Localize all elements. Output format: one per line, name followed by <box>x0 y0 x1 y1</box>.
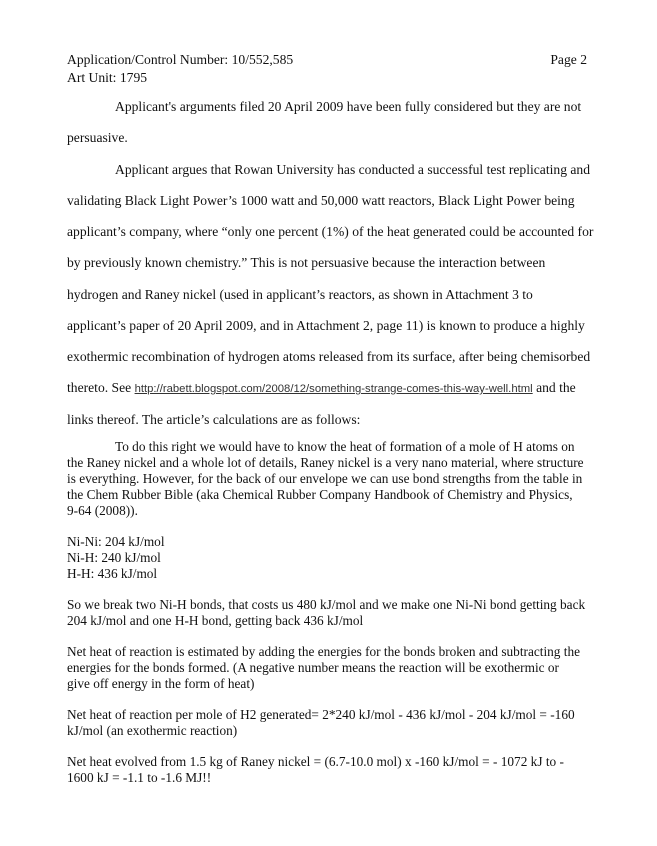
paragraph-line: hydrogen and Raney nickel (used in applicant’s reactors, as shown in Attachment 3 to <box>67 287 533 302</box>
quote-line: the Raney nickel and a whole lot of details, Raney nickel is a very nano material, where structure <box>67 455 584 470</box>
link-prefix-text: thereto. See <box>67 380 135 395</box>
blog-article-link[interactable]: http://rabett.blogspot.com/2008/12/something-strange-comes-this-way-well.html <box>134 383 533 395</box>
quote-line: energies for the bonds formed. (A negative number means the reaction will be exothermic or <box>67 660 559 675</box>
quote-line: Net heat evolved from 1.5 kg of Raney nickel = (6.7-10.0 mol) x -160 kJ/mol = - 1072 kJ to - <box>67 754 564 769</box>
paragraph-line: Applicant argues that Rowan University has conducted a successful test replicating and <box>115 162 591 177</box>
paragraph-line: persuasive. <box>67 130 128 145</box>
page-number: Page 2 <box>550 52 587 67</box>
bond-strength: H-H: 436 kJ/mol <box>67 566 158 581</box>
paragraph-line: Applicant's arguments filed 20 April 2009 have been fully considered but they are not <box>115 99 582 114</box>
quote-line: give off energy in the form of heat) <box>67 676 255 691</box>
application-number: Application/Control Number: 10/552,585 <box>67 52 294 67</box>
paragraph-line-with-link <box>67 380 576 396</box>
quote-line: kJ/mol (an exothermic reaction) <box>67 723 238 738</box>
paragraph-line: links thereof. The article’s calculations are as follows: <box>67 412 361 427</box>
paragraph-line: validating Black Light Power’s 1000 watt and 50,000 watt reactors, Black Light Power being <box>67 193 575 208</box>
art-unit: Art Unit: 1795 <box>67 70 148 85</box>
quote-line: the Chem Rubber Bible (aka Chemical Rubber Company Handbook of Chemistry and Physics, <box>67 487 573 502</box>
quote-line: Net heat of reaction is estimated by adding the energies for the bonds broken and subtracting the <box>67 644 581 659</box>
quote-line: 9-64 (2008)). <box>67 503 138 518</box>
bond-strength: Ni-H: 240 kJ/mol <box>67 550 161 565</box>
quote-line: is everything. However, for the back of our envelope we can use bond strengths from the table in <box>67 471 583 486</box>
paragraph-line: applicant’s paper of 20 April 2009, and in Attachment 2, page 11) is known to produce a highly <box>67 318 585 333</box>
quote-line: 204 kJ/mol and one H-H bond, getting back 436 kJ/mol <box>67 613 364 628</box>
paragraph-line: exothermic recombination of hydrogen atoms released from its surface, after being chemisorbed <box>67 349 591 364</box>
quote-line: 1600 kJ = -1.1 to -1.6 MJ!! <box>67 770 212 785</box>
paragraph-line: applicant’s company, where “only one percent (1%) of the heat generated could be accounted for <box>67 224 594 239</box>
quote-line: Net heat of reaction per mole of H2 generated= 2*240 kJ/mol - 436 kJ/mol - 204 kJ/mol = -160 <box>67 707 575 722</box>
link-suffix-text: and the <box>532 380 576 395</box>
quote-line: To do this right we would have to know the heat of formation of a mole of H atoms on <box>115 439 575 454</box>
quote-line: So we break two Ni-H bonds, that costs us 480 kJ/mol and we make one Ni-Ni bond getting back <box>67 597 586 612</box>
paragraph-line: by previously known chemistry.” This is not persuasive because the interaction between <box>67 255 546 270</box>
bond-strength: Ni-Ni: 204 kJ/mol <box>67 534 165 549</box>
